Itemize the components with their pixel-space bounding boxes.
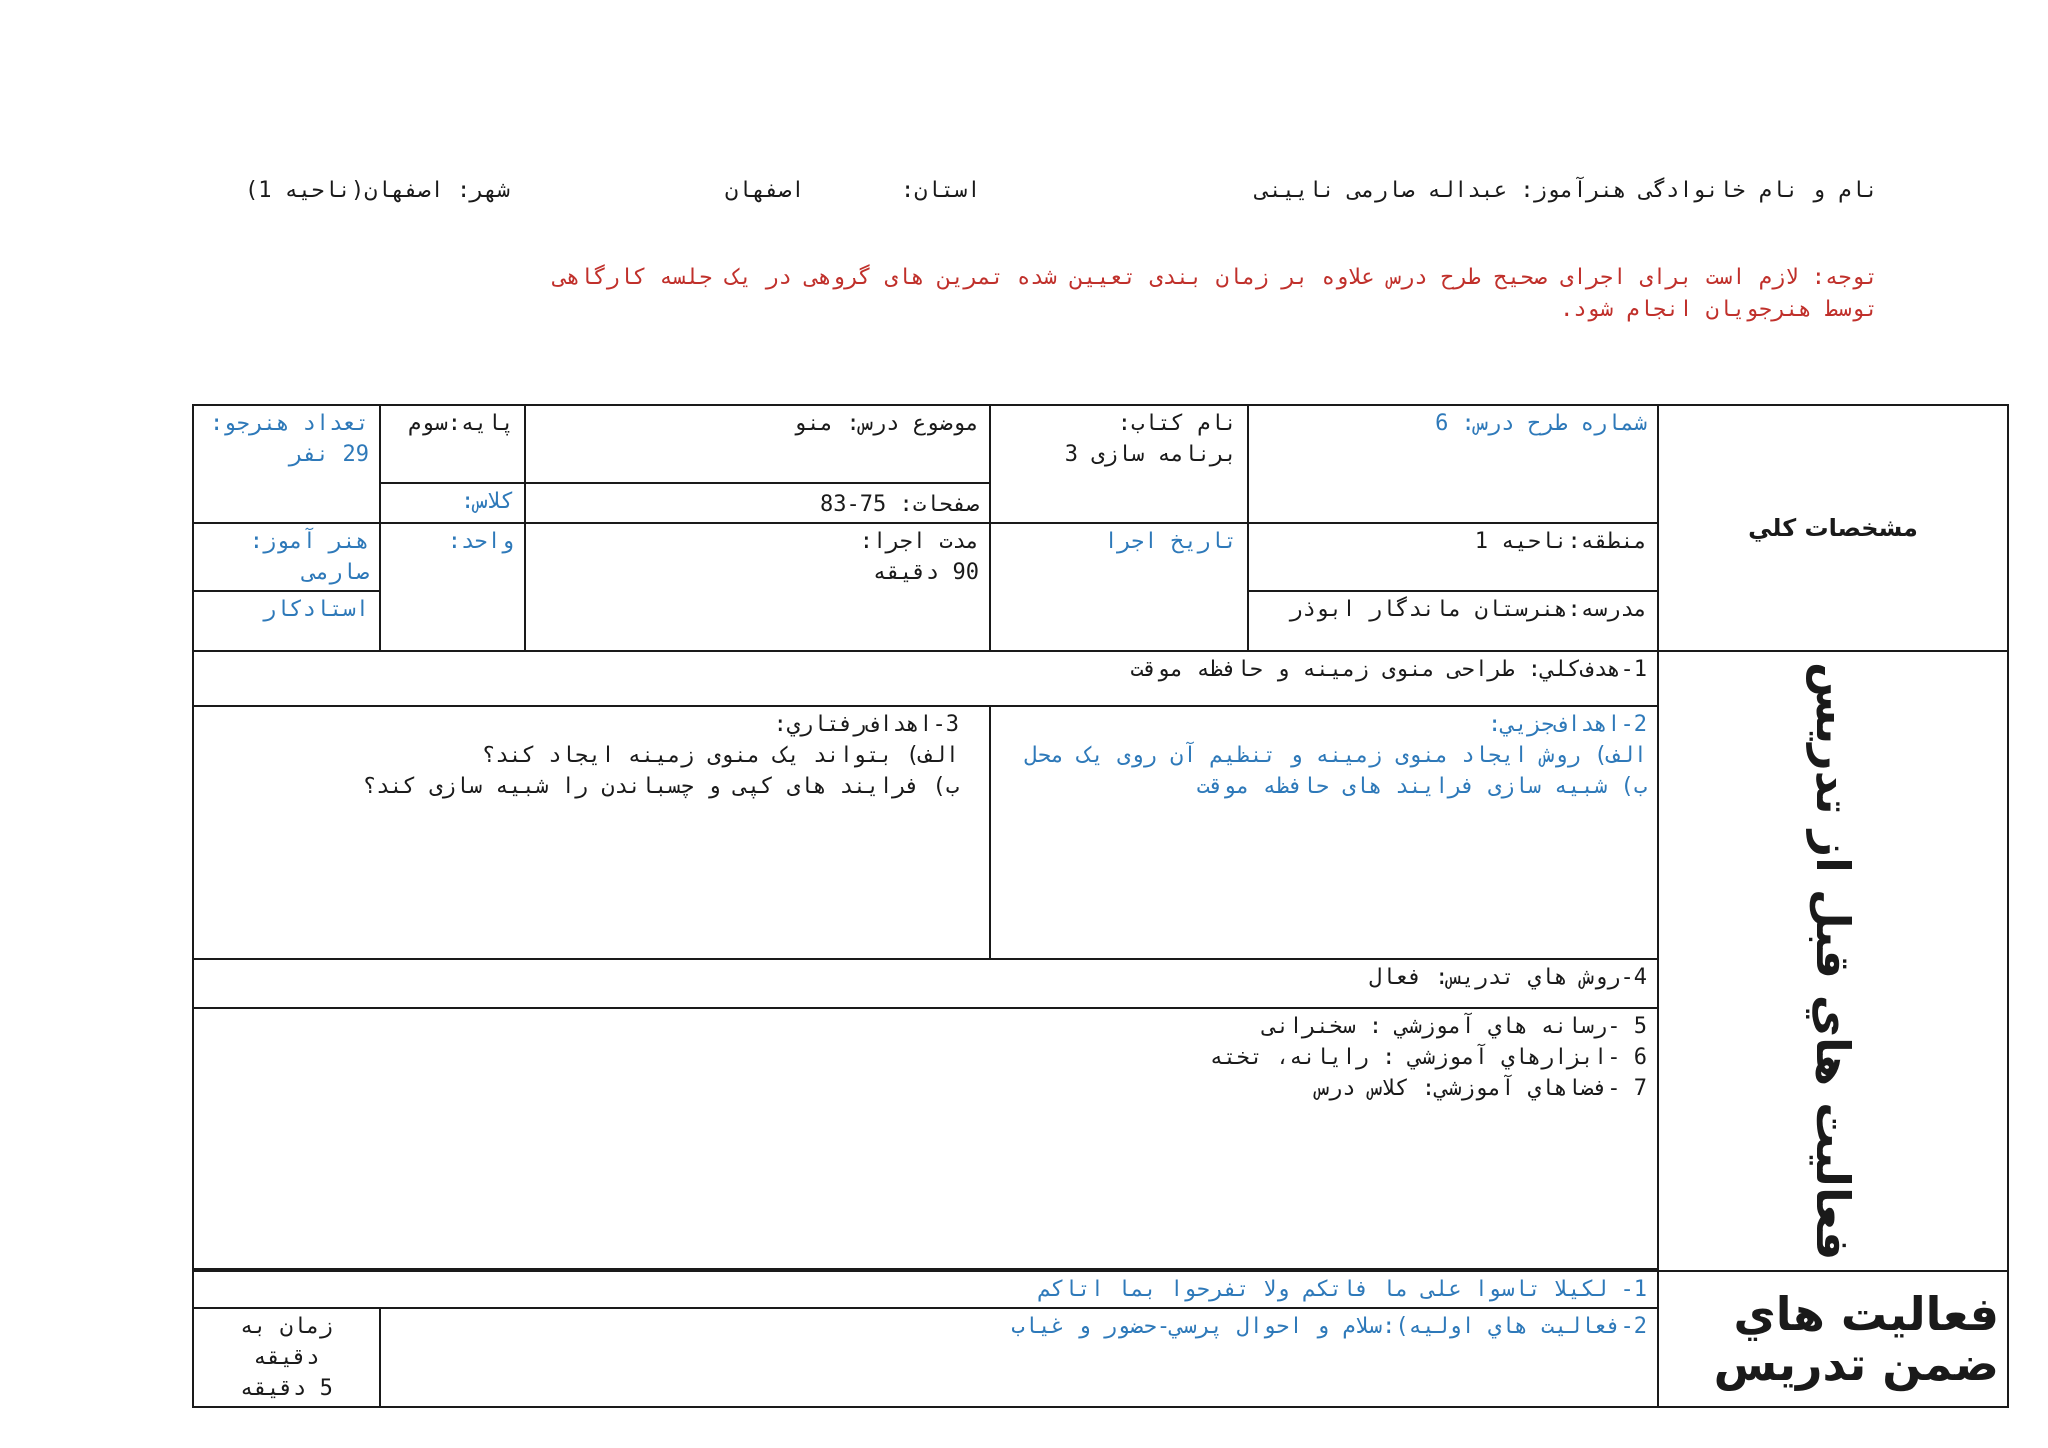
province-label: استان: [900, 178, 981, 203]
lesson-plan-table [192, 404, 2009, 1408]
book-name: برنامه سازی 3 [1064, 442, 1237, 467]
city-field [245, 178, 510, 212]
grade: پایه:سوم [380, 405, 525, 483]
time-label: زمان به دقیقه [240, 1314, 333, 1371]
teacher-name: عبداله صارمی نایینی [1255, 178, 1508, 203]
unit: واحد: [380, 523, 525, 651]
goal-general: 1-هدف‌كلي: طراحی منوی زمینه و حافظه موقت [193, 651, 1658, 706]
notice-line-1: توجه: لازم است برای اجرای صحیح طرح درس علاوه بر زمان بندی تعیین شده تمرین های گروهی در یک جلسه کارگاهی [553, 265, 1878, 290]
school: مدرسه:هنرستان ماندگار ابوذر [1248, 591, 1658, 651]
goal-partial-title: 2-اهداف‌جزيي: [1488, 711, 1647, 737]
class-label: کلاس: [380, 483, 525, 523]
pages: صفحات: 75-83 [525, 483, 990, 523]
province-field [725, 178, 980, 212]
goal-partial-a: الف) روش ایجاد منوی زمینه و تنظیم آن روی یک محل [1024, 742, 1647, 768]
section-pre-teaching-label: فعالیت هاي قبل از تدريس [1806, 662, 1860, 1261]
section-during-teaching-label: فعاليت هاي ضمن تدريس [1713, 1287, 1999, 1392]
exec-date: تاریخ اجرا [990, 523, 1248, 651]
province-value: اصفهان [725, 178, 805, 203]
teacher-field [1255, 178, 1878, 212]
teacher-cell: هنر آموز: صارمی [193, 523, 380, 591]
time-value: 5 دقیقه [240, 1376, 333, 1402]
resources-cell [193, 1008, 1658, 1269]
section-general: مشخصات كلي [1658, 405, 2008, 651]
lesson-plan-number: شماره طرح درس: 6 [1248, 405, 1658, 523]
teacher-rank: استادکار [193, 591, 380, 651]
time-cell [193, 1308, 380, 1407]
media: 5 -رسانه هاي آموزشي : سخنرانی [1262, 1013, 1647, 1039]
book-name-cell [990, 405, 1248, 523]
city-label: شهر: [456, 178, 510, 203]
teaching-methods: 4-روش هاي تدريس: فعال [193, 959, 1658, 1007]
duration-cell [525, 523, 990, 651]
activity-2: 2-فعالیت هاي اوليه):سلام و احوال پرسي-حضور و غياب [380, 1308, 1658, 1407]
goal-behavior-a: الف) بتواند یک منوی زمینه ایجاد کند؟ [482, 742, 959, 768]
goal-partial-b: ب) شبیه سازی فرایند های حافظه موقت [1196, 773, 1647, 799]
goal-behavior-title: 3-اهداف‌رفتاري: [773, 711, 959, 737]
teacher-label: نام و نام خانوادگی هنرآموز: [1520, 178, 1878, 203]
section-during-teaching [1658, 1271, 2008, 1407]
duration: 90 دقیقه [873, 560, 979, 585]
students-count-cell [193, 405, 380, 523]
activity-1: 1- لکیلا تاسوا علی ما فاتکم ولا تفرحوا بما اتاکم [193, 1271, 1658, 1308]
goal-behavior-b: ب) فرایند های کپی و چسباندن را شبیه سازی کند؟ [362, 773, 959, 799]
students-count: 29 نفر [289, 442, 369, 467]
section-pre-teaching [1658, 651, 2008, 1271]
lesson-topic: موضوع درس: منو [525, 405, 990, 483]
notice [218, 262, 1878, 326]
goal-partial-cell [990, 706, 1658, 959]
spaces: 7 -فضاهاي آموزشي: كلاس درس [1315, 1075, 1647, 1101]
book-name-label: نام کتاب: [1117, 411, 1237, 436]
tools: 6 -ابزارهاي آموزشي : رایانه، تخته [1209, 1044, 1647, 1070]
students-count-label: تعداد هنرجو: [210, 411, 369, 436]
city-value: اصفهان(ناحیه 1) [245, 178, 444, 203]
goal-behavior-cell [193, 706, 990, 959]
duration-label: مدت اجرا: [859, 529, 979, 554]
region: منطقه:ناحیه 1 [1248, 523, 1658, 591]
notice-line-2: توسط هنرجویان انجام شود. [1560, 297, 1878, 322]
